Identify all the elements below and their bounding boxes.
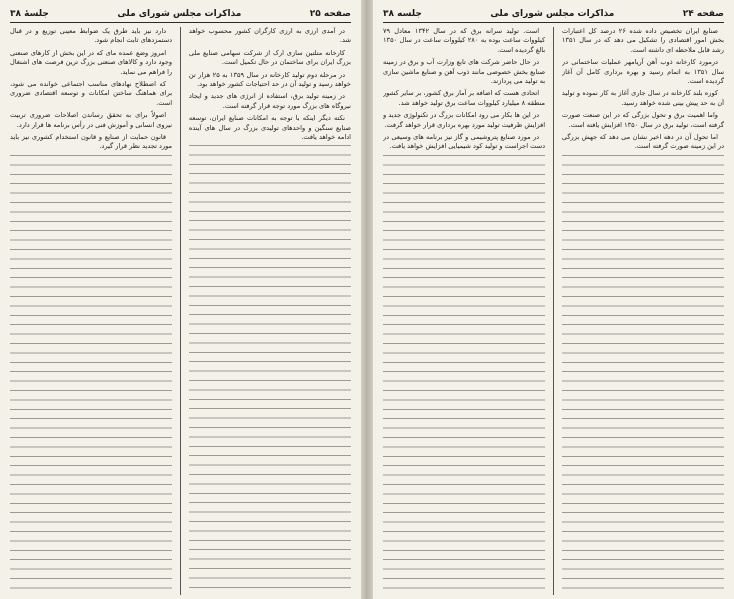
right-page (373, 0, 734, 599)
paragraph: در مورد صنایع پتروشیمی و گاز نیز برنامه های وسیعی در دست اجراست و تولید کود شیمیایی افزایش خواهد یافت. (383, 133, 546, 151)
paragraph: قانون حمایت از صنایع و قانون استخدام کشوری نیز باید مورد تجدید نظر قرار گیرد. (10, 133, 173, 151)
text-column-left (10, 27, 172, 595)
paragraph: در زمینه تولید برق، استفاده از انرژی های جدید و ایجاد نیروگاه های بزرگ مورد توجه قرار گرفته است. (188, 92, 351, 110)
text-lines-texture (189, 145, 351, 595)
paragraph: کوره بلند کارخانه در سال جاری آغاز به کار نموده و تولید آن به حد پیش بینی شده خواهد رسید. (561, 89, 724, 107)
left-page (0, 0, 361, 599)
paragraph: در آمدی ارزی به ارزی کارگران کشور محسوب خواهد شد. (188, 27, 351, 45)
session-number: جلسهٔ ۳۸ (10, 9, 49, 19)
paragraph: اتحادی هست که اضافه بر آمار برق کشور، بر سایر کشور منطقه ۸ میلیارد کیلووات ساعت برق تولید خواهد شد. (383, 89, 546, 107)
book-gutter (361, 0, 373, 599)
paragraph: در حال حاضر شرکت های تابع وزارت آب و برق در زمینه صنایع بخش خصوصی مانند ذوب آهن و صنایع ماشین سازی به تولید می پردازند. (383, 58, 546, 86)
page-number: صفحه ۲۴ (682, 9, 724, 19)
paragraph: نکته دیگر اینکه با توجه به امکانات صنایع ایران، توسعه صنایع سنگین و واحدهای تولیدی بزرگ در سال های آینده ادامه خواهد یافت. (188, 114, 351, 142)
paragraph: درمورد کارخانه ذوب آهن آریامهر عملیات ساختمانی در سال ۱۳۵۱ به اتمام رسید و بهره برداری کامل آن آغاز گردیده است. (561, 58, 724, 86)
text-columns (10, 27, 351, 595)
paragraph: دارد نیز باید طرق یک ضوابط معینی توزیع و در قبال دستمزدهای ثابت انجام شود. (10, 27, 173, 45)
journal-title: مذاکرات مجلس شورای ملی (490, 9, 615, 19)
paragraph: امروز وضع عمده مای که در این بخش از کارهای صنعتی وجود دارد و کالاهای صنعتی بزرگ ترین فرصت های اشتغال را فراهم می نماید. (10, 48, 173, 76)
text-column-right (189, 27, 351, 595)
page-header (10, 8, 351, 23)
column-divider (553, 27, 554, 595)
text-lines-texture (10, 155, 172, 595)
paragraph: در این ها بکار می رود امکانات بزرگ در تکنولوژی جدید و افزایش ظرفیت تولید مورد بهره برداری قرار خواهد گرفت. (383, 111, 546, 129)
journal-title: مذاکرات مجلس شورای ملی (117, 9, 242, 19)
column-divider (180, 27, 181, 595)
text-columns (383, 27, 724, 595)
text-lines-texture (383, 155, 545, 595)
text-column-right (562, 27, 724, 595)
text-column-left (383, 27, 545, 595)
paragraph: اصولاً برای به تحقق رساندن اصلاحات ضروری تربیت نیروی انسانی و آموزش فنی در رأس برنامه ها قرار دارد. (10, 111, 173, 129)
paragraph: در مرحله دوم تولید کارخانه در سال ۱۳۵۹ به ۲۵ هزار تن خواهد رسید و تولید آن در حد احتیاجات کشور خواهد بود. (188, 70, 351, 89)
paragraph: واما اهمیت برق و تحول بزرگی که در این صنعت صورت گرفته است، تولید برق در سال ۱۳۵۰ افزایش یافته است. (561, 111, 724, 129)
session-number: جلسه ۳۸ (383, 9, 422, 19)
page-number: صفحه ۲۵ (309, 9, 351, 19)
paragraph: اما تحول آن در دهه اخیر نشان می دهد که جهش بزرگی در این زمینه صورت گرفته است. (561, 133, 724, 151)
text-lines-texture (562, 155, 724, 595)
page-header (383, 8, 724, 23)
paragraph: که اصطلاح نهادهای مناسب اجتماعی خوانده می شود، برای هماهنگ ساختن امکانات و توسعه اقتصادی ضروری است. (10, 80, 173, 107)
paragraph: کارخانه متلتین سازی ارک از شرکت سهامی صنایع ملی بزرگ ایران برای ساختمان در حال تکمیل است. (188, 48, 351, 67)
paragraph: صنایع ایران تخصیص داده شده ۲۶ درصد کل اعتبارات بخش امور اقتصادی را تشکیل می دهد که در سال ۱۳۵۱ رشد قابل ملاحظه ای داشته است. (561, 27, 724, 54)
paragraph: است. تولید سرانه برق که در سال ۱۳۴۲ معادل ۷۹ کیلووات ساعت بوده به ۲۸۰ کیلووات ساعت در سال ۱۳۵۰ بالغ گردیده است. (383, 27, 546, 54)
